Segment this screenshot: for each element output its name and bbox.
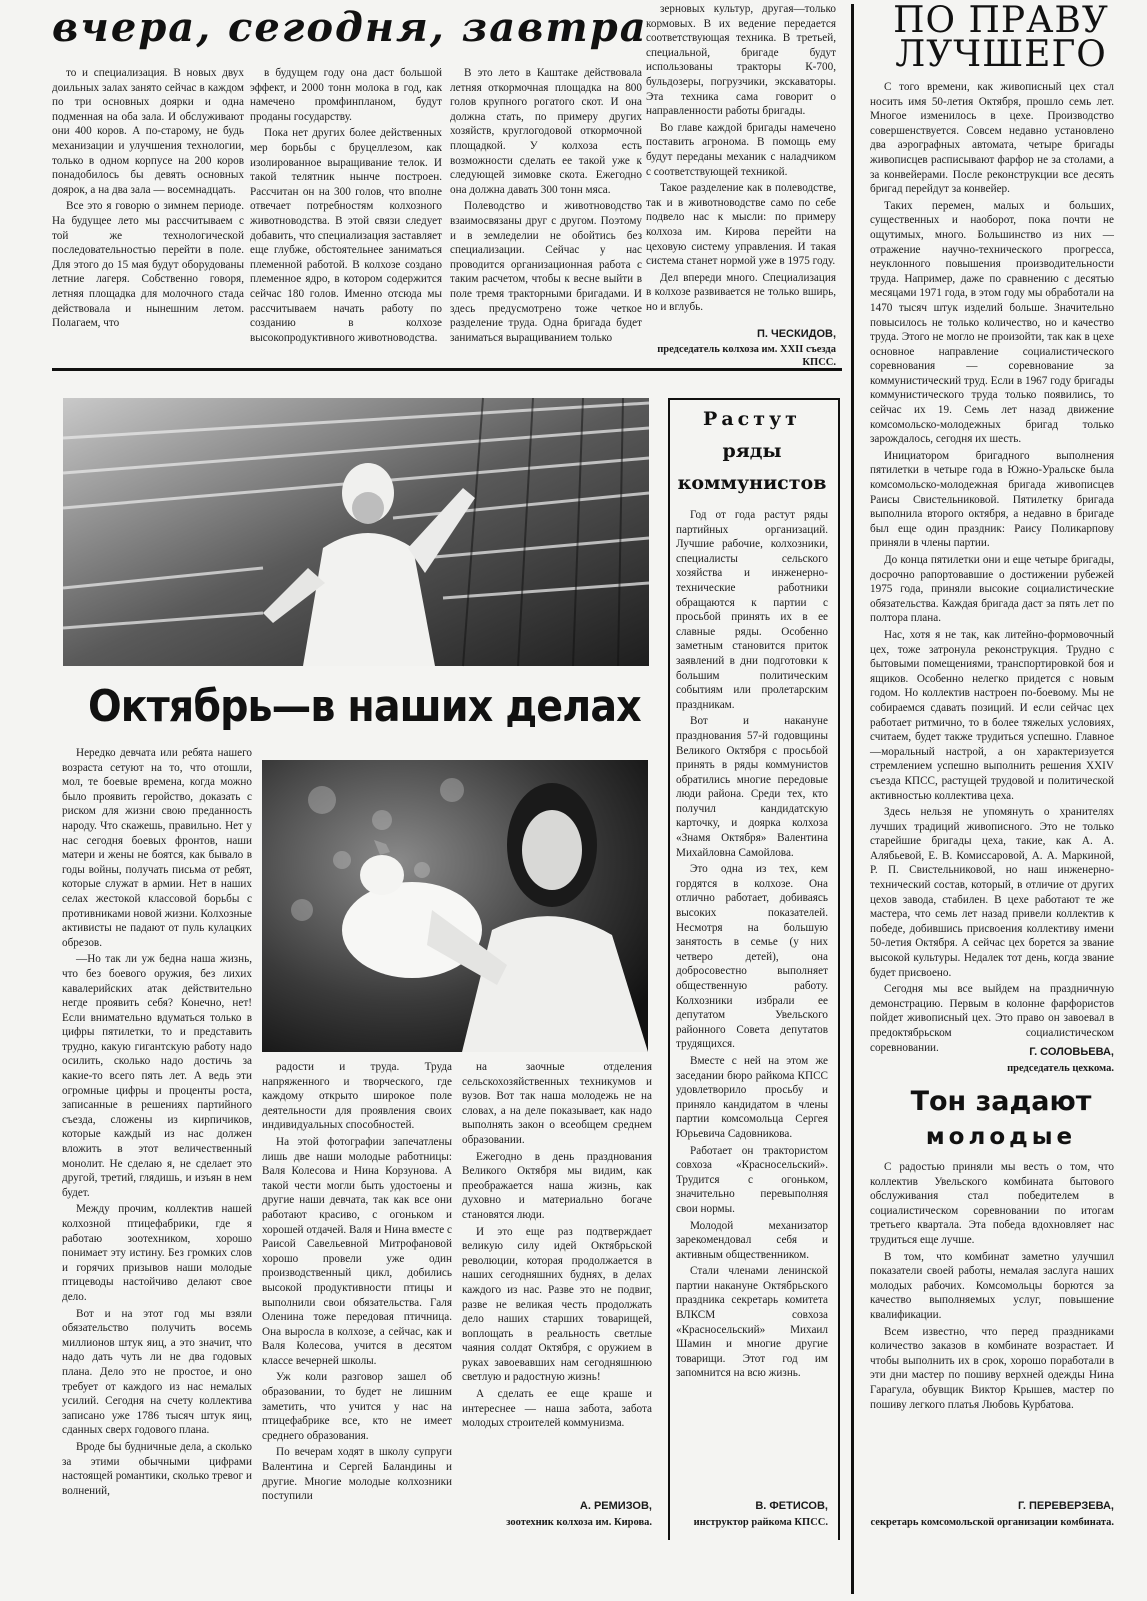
paragraph: Сегодня мы все выйдем на праздничную демонстрацию. Первым в колонне фарфористов пойдет живописный цех. Это право он завоевал в предоктябрьском социалистическом соревновании.: [870, 983, 1114, 1054]
right-headline-line-2: ЛУЧШЕГО: [895, 34, 1107, 75]
paragraph: Это одна из тех, кем гордятся в колхозе. Она отлично работает, добиваясь высоких показателей. Несмотря на большую занятость в семье (у них четверо детей), она добросовестно выполняет общественную работу. Колхозники избрали ее депутатом Увельского районного Совета депутатов трудящихся.: [676, 863, 828, 1051]
photo-woman-with-chicken: [262, 760, 648, 1052]
paragraph: Вот и на этот год мы взяли обязательство получить восемь миллионов штук яиц, а это значит, что надо дать чуть ли не два годовых плана. Дело это не простое, и оно требует от каждого из нас немалых усилий. Сегодня на счету коллектива записано уже 1786 тысяч штук яиц, сданных сверх годового плана.: [62, 1307, 252, 1437]
top-article-col-3: [450, 66, 642, 364]
top-article-col-2: [250, 66, 442, 364]
paragraph: В том, что комбинат заметно улучшил показатели своей работы, немалая заслуга наших молодых рабочих. Комсомольцы борются за качество выполняемых услуг, повышение квалификации.: [870, 1250, 1114, 1321]
paragraph: С того времени, как живописный цех стал носить имя 50-летия Октября, прошло семь лет. Многое изменилось в цехе. Производство совершенствуется. Совсем недавно установлено два аэрографных автомата, четыре бригады живописцев расписывают фарфор не за столами, а за конвейерами. После реконструкции все десять бригад перейдут за конвейер.: [870, 81, 1114, 196]
paragraph: А сделать ее еще краше и интереснее — наша забота, забота молодых строителей коммунизма.: [462, 1388, 652, 1430]
rastut-title-line-2: ряды: [722, 440, 782, 462]
paragraph: Нередко девчата или ребята нашего возраста сетуют на то, что отошли, мол, те боевые времена, когда можно было проявить геройство, доказать с риском для жизни свою преданность народу. Что скажешь, правильно. Нет у нас сегодня боевых фронтов, наши матери и жены не боятся, как бывало в годы войны, получать письма от ребят, которые служат в армии. Нет в наших селах жестокой классовой борьбы с противниками новой жизни. Колхозные активисты не падают от пуль кулацких обрезов.: [62, 747, 252, 949]
top-article-author: П. ЧЕСКИДОВ,: [756, 328, 836, 340]
oktyabr-col-1: [62, 746, 252, 1596]
paragraph: Полеводство и животноводство взаимосвязаны друг с другом. Поэтому и в земледелии не обойтись без специализации. Сейчас у нас проводится организационная работа с таким расчетом, чтобы к весне выйти в поле тремя тракторными бригадами. И здесь предусмотрено тоже четкое разделение труда. Одна бригада будет заниматься выращиванием только: [450, 200, 642, 344]
rastut-author-role: инструктор райкома КПСС.: [693, 1517, 828, 1528]
right-column-divider: [851, 4, 854, 1594]
photo-poultry-worker: [63, 398, 649, 666]
paragraph: радости и труда. Труда напряженного и творческого, где каждому открыто широкое поле деятельности для проявления своих индивидуальных способностей.: [262, 1061, 452, 1132]
top-divider: [52, 368, 842, 371]
oktyabr-col-2: [262, 1060, 452, 1596]
paragraph: Нас, хотя я не так, как литейно-формовочный цех, тоже затронула реконструкция. Трудно с бытовыми помещениями, транспортировкой боя и ящиков. Особенно нелегко придется с новым годом. Но коллектив настроен по-боевому. Мы не собираемся сдавать позиций. И если сейчас цех работает ритмично, то в более тяжелых условиях, считаем, будет также трудиться успешно. Главное—моральный настрой, а он характеризуется стремлением успешно выполнить решения XXIV съезда КПСС, растущей трудовой и политической активностью коллектива цеха.: [870, 628, 1114, 802]
paragraph: Ежегодно в день празднования Великого Октября мы видим, как преображается наша жизнь, как духовно и материально богаче становятся люди.: [462, 1150, 652, 1221]
top-article-author-role: председатель колхоза им. XXII съезда КПСС.: [657, 344, 836, 368]
rastut-body: [676, 508, 828, 1498]
paragraph: Таких перемен, малых и больших, существенных и наоборот, пока почти не ощутимых, много. Большинство из них —отражение научно-технического прогресса, неуклонного повышения производительности труда. Например, даже по сравнению с десятью месяцами 1971 года, в этом году мы обработали на 1470 тысяч штук изделий больше. Значительно повысилось не только количество, но и качество труда. Этого не могло не произойти, так как в цехе основное направление социалистического соревнования — соревнование за коммунистический труд. Если в 1967 году бригады коммунистического труда только появились, то сейчас их 19. Семь лет назад движение комсомольско-молодежных бригад только зарождалось, сегодня их шесть.: [870, 199, 1114, 446]
paragraph: С радостью приняли мы весть о том, что коллектив Увельского комбината бытового обслуживания стал победителем в социалистическом соревновании по итогам третьего квартала. Эта победа вдохновляет нас трудиться еще лучше.: [870, 1161, 1114, 1246]
paragraph: на заочные отделения сельскохозяйственных техникумов и вузов. Вот так наша молодежь не на словах, а на деле показывает, как надо выполнять закон о всеобщем среднем образовании.: [462, 1061, 652, 1146]
photo-woman-with-chicken-image: [262, 760, 648, 1052]
paragraph: До конца пятилетки они и еще четыре бригады, досрочно рапортовавшие о достижении рубежей 1975 года, приняли высокие социалистические обязательства. Каждая бригада даст за пять лет по полтора плана.: [870, 554, 1114, 625]
paragraph: Дел впереди много. Специализация в колхозе развивается не только вширь, но и вглубь.: [646, 271, 836, 313]
ton-article-author-role: секретарь комсомольской организации комбината.: [870, 1517, 1114, 1528]
oktyabr-col-3: [462, 1060, 652, 1492]
paragraph: На этой фотографии запечатлены лишь две наши молодые работницы: Валя Колесова и Нина Корзунова. А такой чести могли быть удостоены и другие наши девчата, так как все они работают красиво, с огоньком и хорошей отдачей. Валя и Нина вместе с Раисой Савельевной Митрофановой хорошо провели уже один производственный цикл, добились высокой продуктивности птицы и выполнили свои обязательства. Галя Оленина тоже передовая птичница. Она выросла в колхозе, а сейчас, как и Валя Колесова, учится в десятом классе вечерней школы.: [262, 1135, 452, 1367]
paragraph: в будущем году она даст большой эффект, и 2000 тонн молока в год, как намечено промфинпланом, будут проданы государству.: [250, 67, 442, 123]
ton-headline-line-1: Тон задают: [910, 1086, 1092, 1117]
paragraph: —Но так ли уж бедна наша жизнь, что без боевого оружия, без лихих кавалерийских атак действительно негде проявить себя? Конечно, нет! Если внимательно вдуматься только в цифры пятилетки, то и представить трудно, какую гигантскую работу надо осилить, сколько надо достичь за какие-то всего пять лет. А ведь эти огромные цифры и проценты роста, записанные в решениях партийного съезда, сложены из кирпичиков, которые каждый из нас должен вложить в этот величественный монолит. Не сделаю я, не сделает это другой, третий, глядишь, и изъян в нем будет.: [62, 953, 252, 1199]
paragraph: В это лето в Каштаке действовала летняя откормочная площадка на 800 голов крупного рогатого скот. И она должна стать, по примеру других хозяйств, круглогодовой откормочной площадкой. У колхоза есть возможности сделать ее такой уже к следующей зимовке скота. Ежегодно она должна давать 300 тонн мяса.: [450, 67, 642, 196]
paragraph: Год от года растут ряды партийных организаций. Лучшие рабочие, колхозники, специалисты сельского хозяйства и инженерно-технические работники обращаются к партии с просьбой принять их в ее славные ряды. Особенно заметным становится приток заявлений в дни подготовки к большим политическим событиям или пролетарским праздникам.: [676, 509, 828, 711]
paragraph: Такое разделение как в полеводстве, так и в животноводстве само по себе подвело нас к мысли: по примеру колхоза им. Кирова перейти на цеховую систему управления. И такая система станет нормой уже в 1975 году.: [646, 182, 836, 268]
paragraph: Во главе каждой бригады намечено поставить агронома. В помощь ему будут переданы механик с наладчиком с соответствующей техникой.: [646, 121, 836, 178]
rastut-author: В. ФЕТИСОВ,: [755, 1500, 828, 1512]
paragraph: Все это я говорю о зимнем периоде. На будущее лето мы рассчитываем с той же технологической последовательностью перейти в поле. Для этого до 15 мая будут оборудованы летние лагеря. Собственно говоря, летняя площадка для молочного стада действовала и нынешним летом. Полагаем, что: [52, 200, 244, 330]
paragraph: Между прочим, коллектив нашей колхозной птицефабрики, где я работаю зоотехником, хорошо понимает эту истину. Без громких слов и горячих призывов наши молодые птицеводы настойчиво делают свое дело.: [62, 1203, 252, 1303]
paragraph: Вот и накануне празднования 57-й годовщины Великого Октября с просьбой принять в ряды коммунистов обратились многие передовые люди района. Среди тех, кто получил кандидатскую карточку, и доярка колхоза «Знамя Октября» Валентина Михайловна Самойлова.: [676, 715, 828, 859]
oktyabr-headline: Октябрь—в наших делах: [88, 681, 641, 732]
paragraph: Всем известно, что перед праздниками количество заказов в комбинате возрастает. И чтобы выполнить их в срок, хорошо поработали в эти дни мастер по пошиву верхней одежды Нина Гарагула, обувщик Виктор Крышев, мастер по пошиву легкого платья Любовь Курбатова.: [870, 1325, 1114, 1411]
paragraph: Инициатором бригадного выполнения пятилетки в четыре года в Южно-Уральске была комсомольско-молодежная бригада живописцев Раисы Свистельниковой. Пятилетку бригада выполнила второго октября, а недавно в бригаде был еще один праздник: Раису Поликарпову приняли в члены партии.: [870, 449, 1114, 550]
paragraph: зерновых культур, другая—только кормовых. В их ведение передается соответствующая техника. В третьей, специальной, бригаде будут использованы тракторы К-700, бульдозеры, погрузчики, экскаваторы. Эта техника сама говорит о направленности работы бригады.: [646, 3, 836, 118]
paragraph: Работает он трактористом совхоза «Красносельский». Трудится с огоньком, значительно перевыполняя свои нормы.: [676, 1144, 828, 1215]
ton-article-body: [870, 1160, 1114, 1492]
paragraph: Уж коли разговор зашел об образовании, то будет не лишним заметить, что учится у нас на птицефабрике все, кто не имеет среднего образования.: [262, 1371, 452, 1442]
paragraph: Вместе с ней на этом же заседании бюро райкома КПСС удовлетворило просьбу и приняло кандидатом в члены партии комсомольца Сергея Юрьевича Садовникова.: [676, 1054, 828, 1140]
paragraph: И это еще раз подтверждает великую силу идей Октябрьской революции, которая продолжается в наших сегодняшних буднях, в делах каждого из нас. Разве это не подвиг, разве не великая честь продолжать дело наших старших товарищей, воплощать в реальность светлые чаяния солдат Октября, с оружием в руках завоевавших нам сегодняшнюю светлую и радостную жизнь!: [462, 1225, 652, 1384]
paragraph: то и специализация. В новых двух доильных залах занято сейчас в каждом по три основных доярки и одна подменная на оба зала. И обслуживают они 400 коров. А по-старому, не будь механизации и улучшения технологии, только в одном корпусе на 200 коров понадобилось бы девять основных доярок, а на два зала — восемнадцать.: [52, 67, 244, 196]
photo-poultry-worker-image: [63, 398, 649, 666]
right-article-author: Г. СОЛОВЬЕВА,: [1029, 1046, 1114, 1058]
ton-headline-line-2: молодые: [925, 1124, 1077, 1150]
paragraph: Здесь нельзя не упомянуть о хранителях лучших традиций живописного. Это не только старейшие бригады цеха, такие, как А. А. Алябьевой, Е. В. Комиссаровой, А. А. Маркиной, Р. П. Свистельниковой, но наш инженерно-технический состав, который, в отличие от других цехов завода, стабилен. В цехе работают те же мастера, что семь лет назад привели коллектив к победе, добившись присвоения коллективу имени 50-летия Октября. А сейчас цех борется за звание высокой культуры. Недалек тот день, когда звание будет присвоено.: [870, 806, 1114, 979]
right-headline-line-1: ПО ПРАВУ: [893, 0, 1109, 41]
oktyabr-author: А. РЕМИЗОВ,: [579, 1500, 652, 1512]
paragraph: Пока нет других более действенных мер борьбы с бруцеллезом, как изолированное выращивание телок. И такой телятник нынче построен. Рассчитан он на 300 голов, что вполне отвечает потребностям колхозного животноводства. В этой связи следует добавить, что специализация заставляет еще глубже, обстоятельнее заниматься племенной работой. В колхозе создано племенное ядро, в котором содержится сейчас 180 голов. Именно отсюда мы рассчитываем начать работу по созданию в колхозе высокопродуктивного животноводства.: [250, 127, 442, 344]
paragraph: Стали членами ленинской партии накануне Октябрьского праздника секретарь комитета ВЛКСМ совхоза «Красносельский» Михаил Шамин и многие другие товарищи. Этот год им запомнится на всю жизнь.: [676, 1265, 828, 1380]
top-article-col-4: [646, 2, 836, 324]
paragraph: По вечерам ходят в школу супруги Валентина и Сергей Баландины и другие. Многие молодые колхозники поступили: [262, 1446, 452, 1503]
ton-article-author: Г. ПЕРЕВЕРЗЕВА,: [1018, 1500, 1114, 1512]
paragraph: Вроде бы будничные дела, а сколько за этими обычными цифрами настоящей романтики, сколько тревог и волнений,: [62, 1440, 252, 1497]
right-article-author-role: председатель цехкома.: [1007, 1063, 1114, 1074]
rastut-title-line-1: Растут: [703, 408, 801, 430]
top-article-col-1: [52, 66, 244, 364]
paragraph: Молодой механизатор зарекомендовал себя и активным общественником.: [676, 1219, 828, 1261]
top-headline: вчера, сегодня, завтра: [52, 4, 648, 51]
rastut-title-line-3: коммунистов: [677, 472, 827, 494]
oktyabr-author-role: зоотехник колхоза им. Кирова.: [506, 1517, 652, 1528]
